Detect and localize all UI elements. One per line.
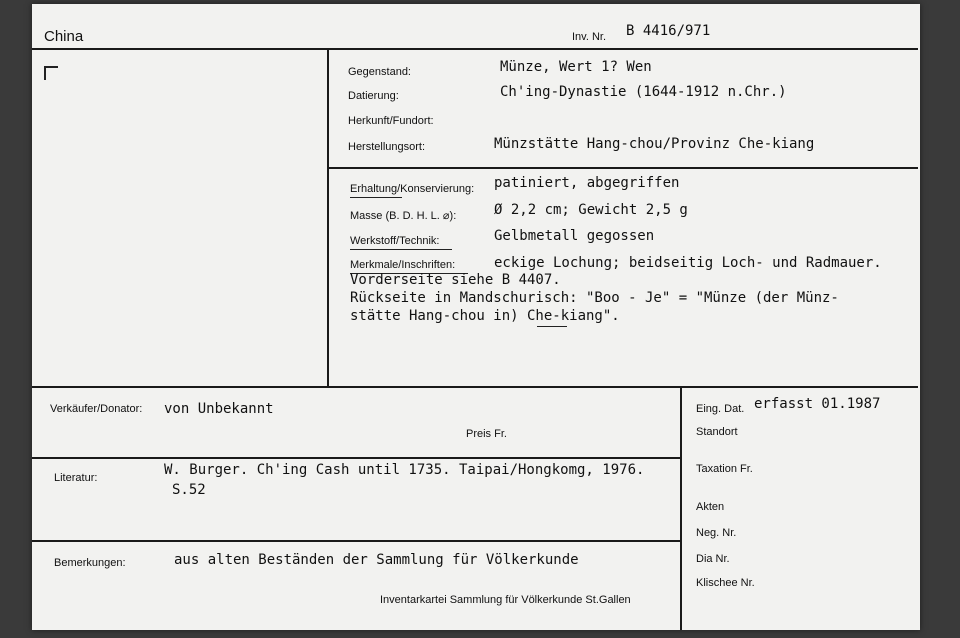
region-label: China bbox=[44, 28, 84, 45]
erhaltung-value: patiniert, abgegriffen bbox=[494, 175, 680, 191]
merkmale-label: Merkmale/Inschriften: bbox=[350, 259, 456, 271]
taxation-label: Taxation Fr. bbox=[696, 463, 753, 475]
datierung-label: Datierung: bbox=[348, 90, 399, 102]
werkstoff-label: Werkstoff/Technik: bbox=[350, 235, 440, 247]
merkmale-line-2: Vorderseite siehe B 4407. bbox=[350, 272, 561, 288]
photo-corner-mark bbox=[44, 66, 58, 80]
divider bbox=[327, 167, 918, 169]
masse-value: Ø 2,2 cm; Gewicht 2,5 g bbox=[494, 202, 688, 218]
inv-nr-label: Inv. Nr. bbox=[572, 31, 607, 43]
herstellungsort-label: Herstellungsort: bbox=[348, 141, 426, 153]
inventory-card bbox=[32, 4, 920, 630]
footer-text: Inventarkartei Sammlung für Völkerkunde St.Gallen bbox=[380, 594, 631, 606]
neg-nr-label: Neg. Nr. bbox=[696, 527, 737, 539]
gegenstand-label: Gegenstand: bbox=[348, 66, 411, 78]
underline bbox=[350, 197, 402, 198]
divider bbox=[32, 457, 682, 459]
divider bbox=[32, 386, 918, 388]
merkmale-line-3: Rückseite in Mandschurisch: "Boo - Je" = "Münze (der Münz- bbox=[350, 290, 839, 306]
eing-dat-label: Eing. Dat. bbox=[696, 403, 745, 415]
underline bbox=[350, 249, 452, 250]
preis-label: Preis Fr. bbox=[466, 428, 507, 440]
dia-nr-label: Dia Nr. bbox=[696, 553, 730, 565]
divider bbox=[327, 48, 329, 388]
werkstoff-value: Gelbmetall gegossen bbox=[494, 228, 655, 244]
verkaeufer-label: Verkäufer/Donator: bbox=[50, 403, 143, 415]
bemerkungen-label: Bemerkungen: bbox=[54, 557, 126, 569]
literatur-label: Literatur: bbox=[54, 472, 98, 484]
klischee-nr-label: Klischee Nr. bbox=[696, 577, 755, 589]
literatur-line-1: W. Burger. Ch'ing Cash until 1735. Taipai/Hongkomg, 1976. bbox=[164, 462, 645, 478]
eing-dat-value: erfasst 01.1987 bbox=[754, 396, 881, 412]
merkmale-line-1: eckige Lochung; beidseitig Loch- und Radmauer. bbox=[494, 255, 882, 271]
underline bbox=[537, 326, 567, 327]
inv-number: B 4416/971 bbox=[626, 23, 711, 39]
verkaeufer-value: von Unbekannt bbox=[164, 401, 274, 417]
herkunft-label: Herkunft/Fundort: bbox=[348, 115, 434, 127]
literatur-line-2: S.52 bbox=[172, 482, 206, 498]
masse-label: Masse (B. D. H. L. ⌀): bbox=[350, 210, 457, 222]
erhaltung-label: Erhaltung/Konservierung: bbox=[350, 183, 475, 195]
merkmale-line-4: stätte Hang-chou in) Che-kiang". bbox=[350, 308, 620, 324]
datierung-value: Ch'ing-Dynastie (1644-1912 n.Chr.) bbox=[500, 84, 787, 100]
standort-label: Standort bbox=[696, 426, 738, 438]
herstellungsort-value: Münzstätte Hang-chou/Provinz Che-kiang bbox=[494, 136, 815, 152]
divider bbox=[32, 540, 682, 542]
akten-label: Akten bbox=[696, 501, 725, 513]
bemerkungen-value: aus alten Beständen der Sammlung für Völkerkunde bbox=[174, 552, 579, 568]
gegenstand-value: Münze, Wert 1? Wen bbox=[500, 59, 652, 75]
divider bbox=[680, 386, 682, 630]
divider bbox=[32, 48, 918, 50]
